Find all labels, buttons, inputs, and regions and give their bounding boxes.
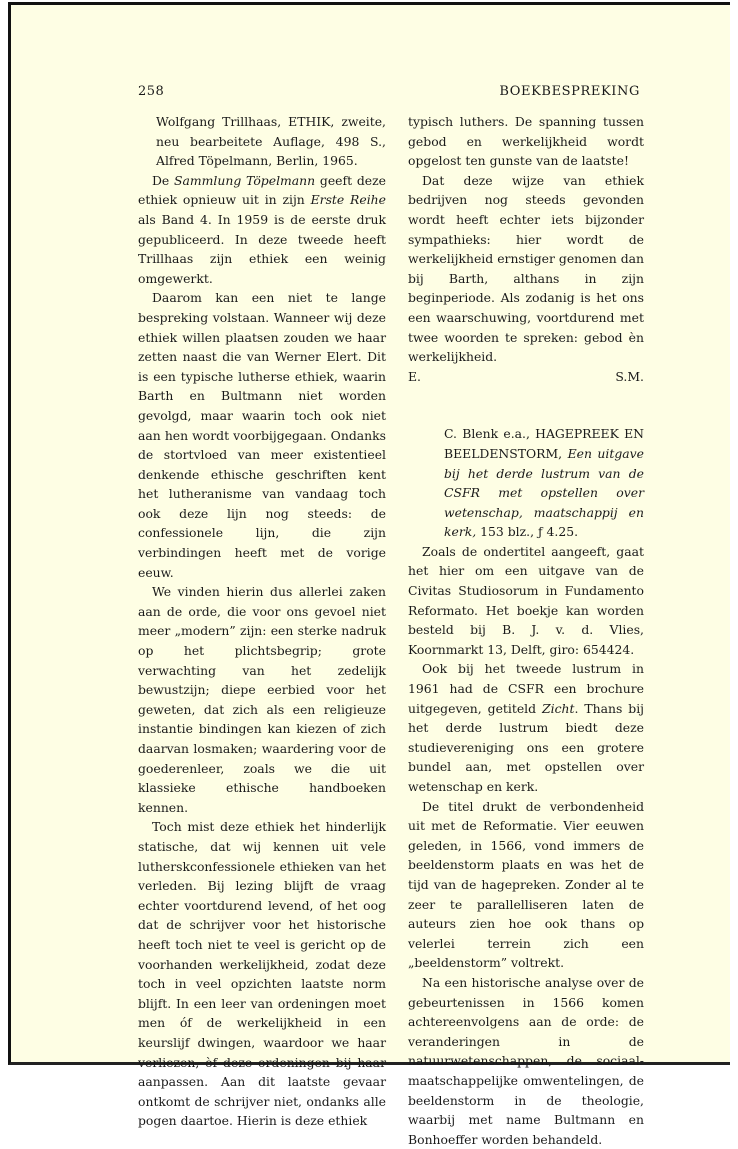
review1-bibliography: Wolfgang Trillhaas, ETHIK, zweite, neu bearbeitete Auflage, 498 S., Alfred Töpelmann, Berlin, 1965. bbox=[156, 114, 386, 169]
running-head: BOEKBESPREKING bbox=[499, 84, 640, 99]
series-title: Sammlung Töpelmann bbox=[174, 172, 316, 188]
text-run: geeft deze ethiek opnieuw uit in zijn bbox=[138, 172, 386, 208]
brochure-title: Zicht bbox=[542, 700, 575, 716]
review2-paragraph-1: Zoals de ondertitel aangeeft, gaat het hier om een uitgave van de Civitas Studiosorum in Fundamento Reformato. Het boekje kan worden besteld bij B. J. v. d. Vlies, Koornmarkt 13, Delft, giro: 654424. bbox=[408, 543, 644, 657]
review1-paragraph-1 bbox=[138, 171, 386, 289]
text-run: Ook bij het tweede lustrum in 1961 had de CSFR een brochure uitgegeven, getiteld bbox=[408, 661, 644, 716]
review1-paragraph-6: Dat deze wijze van ethiek bedrijven nog steeds gevonden wordt heeft echter iets bijzonder sympathieks: hier wordt de werkelijkheid ernstiger genomen dan bij Barth, althans in zijn beginperiode. Als zodanig is het ons een waarschuwing, voortdurend met twee woorden te spreken: gebod èn werkelijkheid. bbox=[408, 172, 644, 365]
text-run: 153 blz., ƒ 4.25. bbox=[476, 524, 579, 540]
left-column bbox=[138, 112, 386, 1131]
review2-subtitle: Een uitgave bij het derde lustrum van de CSFR met opstellen over wetenschap, maatschappij en kerk, bbox=[444, 445, 644, 540]
review1-paragraph-3: We vinden hierin dus allerlei zaken aan de orde, die voor ons gevoel niet meer „modern” zijn: een sterke nadruk op het plichtsbegrip; grote verwachting van het zedelijk bewustzijn; diepe eerbied voor het geweten, dat zich als een religieuze instantie bindingen kan kiezen of zich daarvan losmaken; waardering voor de goederenleer, zoals we die uit klassieke ethische handboeken kennen. bbox=[138, 584, 386, 815]
text-run: . Thans bij het derde lustrum biedt deze studievereniging ons een grotere bundel aan, met opstellen over wetenschap en kerk. bbox=[408, 700, 644, 794]
review2-paragraph-4: Na een historische analyse over de gebeurtenissen in 1566 komen achtereenvolgens aan de orde: de veranderingen in de natuurwetenschappen, de sociaal-maatschappelijke omwentelingen, de beeldenstorm in de theologie, waarbij met name Bultmann en Bonhoeffer worden behandeld. bbox=[408, 974, 644, 1147]
review2-bibliography bbox=[444, 424, 644, 542]
text-run: C. Blenk e.a., HAGEPREEK EN BEELDENSTORM, bbox=[444, 426, 644, 461]
review2-paragraph-2 bbox=[408, 659, 644, 796]
review1-paragraph-2: Daarom kan een niet te lange bespreking volstaan. Wanneer wij deze ethiek willen plaatsen zouden we haar zetten naast die van Werner Elert. Dit is een typische lutherse ethiek, waarin Barth en Bultmann niet worden gevolgd, maar waarin toch ook niet aan hen wordt voorbijgegaan. Ondanks de stortvloed van meer existentieel denkende ethische geschriften kent het lutheranisme van vandaag toch ook deze lijn nog steeds: de confessionele lijn, die zijn verbindingen heeft met de vorige eeuw. bbox=[138, 290, 386, 580]
review2-paragraph-3: De titel drukt de verbondenheid uit met de Reformatie. Vier eeuwen geleden, in 1566, vond immers de beeldenstorm plaats en was het de tijd van de hagepreken. Zonder al te zeer te parallelliseren laten de auteurs zien hoe ook thans op velerlei terrein zich een „beeldenstorm” voltrekt. bbox=[408, 798, 644, 971]
page-number: 258 bbox=[138, 84, 165, 99]
review1-signature bbox=[408, 367, 644, 387]
text-run: als Band 4. In 1959 is de eerste druk gepubliceerd. In deze tweede heeft Trillhaas zijn ethiek een weinig omgewerkt. bbox=[138, 211, 386, 286]
spacer bbox=[408, 386, 644, 424]
signature-initial: E. bbox=[408, 368, 421, 384]
right-column bbox=[408, 112, 644, 1149]
reihe-title: Erste Reihe bbox=[310, 192, 386, 208]
review1-paragraph-4: Toch mist deze ethiek het hinderlijk statische, dat wij kennen uit vele lutherskconfessionele ethieken van het verleden. Bij lezing blijft de vraag echter voortdurend levend, of het oog dat de schrijver voor het historische heeft toch niet te veel is gericht op de voorhanden werkelijkheid, zodat deze toch in veel opzichten laatste norm blijft. In een leer van ordeningen moet men óf de werkelijkheid in een keurslijf dwingen, waardoor we haar verliezen, òf deze ordeningen bij haar aanpassen. Aan dit laatste gevaar ontkomt de schrijver niet, ondanks alle pogen daartoe. Hierin is deze ethiek bbox=[138, 819, 386, 1129]
reviewer-initials: S.M. bbox=[615, 368, 644, 384]
review1-paragraph-5: typisch luthers. De spanning tussen gebod en werkelijkheid wordt opgelost ten gunste van de laatste! bbox=[408, 114, 644, 169]
text-run: De bbox=[152, 172, 175, 188]
